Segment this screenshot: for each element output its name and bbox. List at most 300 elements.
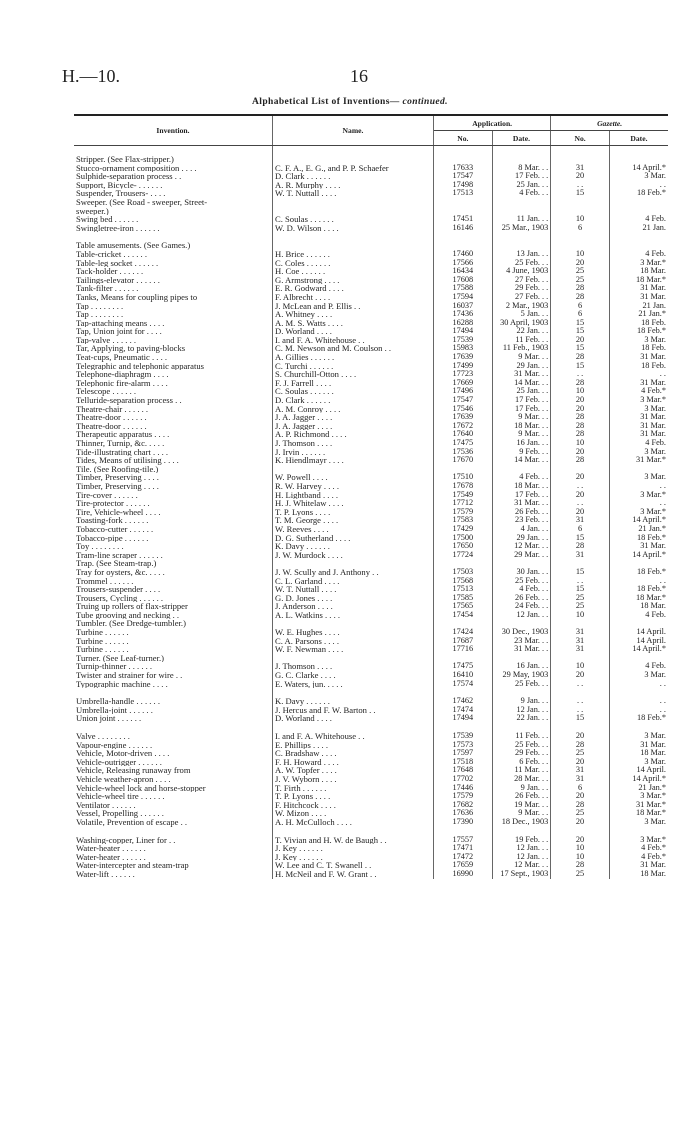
application-date-cell: 17 Feb. . .: [492, 491, 551, 500]
application-date-cell: 4 Jan. . .: [492, 525, 551, 534]
gazette-number-cell: 10: [551, 844, 610, 853]
table-row: [74, 801, 668, 810]
gazette-date-cell: 3 Mar.: [644, 473, 666, 482]
table-row: [74, 534, 668, 543]
invention-cell: sweeper.): [76, 206, 109, 216]
name-cell: H. Coe . . . . . .: [273, 267, 434, 276]
gazette-date-cell: . .: [659, 705, 666, 714]
gazette-date-cell: 31 Mar.: [640, 378, 666, 387]
name-cell: W. E. Hughes . . . .: [273, 628, 434, 637]
gazette-number-cell: 20: [551, 732, 610, 741]
name-cell: [273, 654, 434, 663]
application-date-cell: 31 Mar. . .: [492, 499, 551, 508]
table-row: [74, 637, 668, 646]
invention-cell: Trap. (See Steam-trap.): [76, 559, 157, 568]
gazette-number-cell: 28: [551, 353, 610, 362]
name-cell: [273, 155, 434, 164]
gazette-date-cell: . .: [659, 679, 666, 688]
application-number-cell: 17565: [434, 602, 493, 611]
gazette-date-cell: 18 Feb.*: [636, 189, 666, 198]
invention-cell: Tram-line scraper . . . . . .: [76, 550, 163, 560]
gazette-number-cell: 20: [551, 172, 610, 181]
table-row: [74, 327, 668, 336]
gazette-number-cell: [551, 198, 610, 207]
application-number-cell: 17539: [434, 336, 493, 345]
name-cell: G. Armstrong . . . .: [273, 276, 434, 285]
application-date-cell: 4 Feb. . .: [492, 189, 551, 198]
gazette-date-cell: [609, 198, 668, 207]
gazette-date-cell: 14 April.*: [632, 774, 666, 783]
name-cell: J. W. Murdock . . . .: [273, 551, 434, 560]
application-date-cell: 9 Mar. . .: [492, 809, 551, 818]
invention-cell: Theatre-chair . . . . . .: [76, 404, 149, 414]
gazette-number-cell: 15: [551, 714, 610, 723]
application-number-cell: 17436: [434, 310, 493, 319]
gazette-number-cell: 25: [551, 602, 610, 611]
name-cell: A. M. Conroy . . . .: [273, 405, 434, 414]
gazette-number-cell: 28: [551, 293, 610, 302]
gazette-date-cell: 3 Mar.: [644, 447, 666, 456]
name-cell: T. P. Lyons . . . .: [273, 508, 434, 517]
invention-cell: Vehicle-wheel lock and horse-stopper: [76, 783, 206, 793]
application-date-cell: 17 Feb. . .: [492, 396, 551, 405]
invention-cell: Vehicle, Releasing runaway from: [76, 766, 191, 775]
name-cell: R. W. Harvey . . . .: [273, 482, 434, 491]
application-date-cell: [492, 559, 551, 568]
gap-cell: [609, 232, 668, 241]
gazette-number-cell: [551, 155, 610, 164]
gazette-date-cell: 14 April.: [636, 628, 666, 637]
table-row: [74, 671, 668, 680]
invention-cell: Tire-cover . . . . . .: [76, 490, 138, 500]
col-app-date: Date.: [492, 131, 551, 146]
gazette-date-cell: 3 Mar.: [644, 335, 666, 344]
table-row: [74, 706, 668, 715]
gazette-date-cell: 18 Feb.*: [636, 714, 666, 723]
name-cell: [273, 559, 434, 568]
gazette-number-cell: 6: [551, 784, 610, 793]
gazette-number-cell: [551, 619, 610, 628]
gap-cell: [551, 827, 610, 836]
application-date-cell: 9 Mar. . .: [492, 353, 551, 362]
table-row: [74, 172, 668, 181]
application-date-cell: 18 Mar. . .: [492, 422, 551, 431]
gazette-number-cell: 31: [551, 637, 610, 646]
table-row: [74, 207, 668, 216]
gazette-number-cell: 6: [551, 302, 610, 311]
table-row: [74, 714, 668, 723]
gazette-date-cell: 31 Mar.: [640, 740, 666, 749]
gazette-number-cell: 6: [551, 525, 610, 534]
application-date-cell: 11 Feb., 1903: [492, 344, 551, 353]
gazette-number-cell: 31: [551, 766, 610, 775]
invention-cell: Support, Bicycle- . . . . . .: [76, 180, 163, 190]
application-date-cell: [492, 619, 551, 628]
invention-cell: Turbine . . . . . .: [76, 636, 129, 646]
gazette-number-cell: 10: [551, 439, 610, 448]
application-date-cell: 29 Mar. . .: [492, 551, 551, 560]
table-row: [74, 422, 668, 431]
gap-cell: [434, 146, 493, 156]
gap-cell: [273, 723, 434, 732]
gazette-number-cell: 28: [551, 456, 610, 465]
table-row: [74, 836, 668, 845]
gazette-number-cell: 20: [551, 758, 610, 767]
table-row: [74, 439, 668, 448]
table-row: [74, 250, 668, 259]
table-row: [74, 551, 668, 560]
gap-cell: [74, 827, 273, 836]
gazette-number-cell: 15: [551, 534, 610, 543]
col-app-no: No.: [434, 131, 493, 146]
gazette-number-cell: 31: [551, 516, 610, 525]
application-number-cell: 17579: [434, 792, 493, 801]
gazette-date-cell: . .: [659, 180, 666, 189]
application-number-cell: 17498: [434, 181, 493, 190]
invention-cell: Vapour-engine . . . . . .: [76, 740, 153, 750]
table-row: [74, 654, 668, 663]
gazette-number-cell: 28: [551, 861, 610, 870]
application-number-cell: 17547: [434, 172, 493, 181]
table-row: [74, 344, 668, 353]
name-cell: T. P. Lyons . . . .: [273, 792, 434, 801]
name-cell: J. Anderson . . . .: [273, 602, 434, 611]
table-row: [74, 387, 668, 396]
name-cell: E. Waters, jun. . . . .: [273, 680, 434, 689]
gazette-number-cell: 25: [551, 594, 610, 603]
application-date-cell: 27 Feb. . .: [492, 293, 551, 302]
gazette-date-cell: 31 Mar.: [640, 292, 666, 301]
invention-cell: Tobacco-cutter . . . . . .: [76, 524, 154, 534]
gap-cell: [273, 232, 434, 241]
table-row: [74, 405, 668, 414]
name-cell: C. Coles . . . . . .: [273, 259, 434, 268]
gazette-number-cell: . .: [551, 370, 610, 379]
invention-cell: Tanks, Means for coupling pipes to: [76, 292, 198, 302]
gazette-date-cell: 31 Mar.: [640, 284, 666, 293]
application-date-cell: 30 Jan. . .: [492, 568, 551, 577]
gazette-number-cell: 25: [551, 870, 610, 879]
table-row: [74, 499, 668, 508]
gazette-date-cell: 18 Mar.: [640, 267, 666, 276]
name-cell: F. H. Howard . . . .: [273, 758, 434, 767]
gazette-number-cell: 25: [551, 749, 610, 758]
application-number-cell: 17424: [434, 628, 493, 637]
table-row: [74, 870, 668, 879]
section-gap: [74, 146, 668, 156]
table-row: [74, 732, 668, 741]
application-number-cell: 17639: [434, 353, 493, 362]
application-number-cell: 17547: [434, 396, 493, 405]
gazette-date-cell: 4 Feb.: [645, 215, 666, 224]
gazette-date-cell: 3 Mar.: [644, 757, 666, 766]
name-cell: W. T. Nuttall . . . .: [273, 585, 434, 594]
invention-cell: Typographic machine . . . .: [76, 679, 168, 689]
application-date-cell: 4 Feb. . .: [492, 585, 551, 594]
invention-cell: Tank-filter . . . . . .: [76, 284, 139, 293]
application-number-cell: 17723: [434, 370, 493, 379]
application-date-cell: 11 Feb. . .: [492, 336, 551, 345]
application-number-cell: 17451: [434, 215, 493, 224]
application-date-cell: 16 Jan. . .: [492, 439, 551, 448]
invention-cell: Sulphide-separation process . .: [76, 172, 182, 181]
gap-cell: [273, 688, 434, 697]
name-cell: [273, 619, 434, 628]
name-cell: K. Davy . . . . . .: [273, 542, 434, 551]
col-gazette-label: Gazette.: [597, 118, 623, 128]
gazette-number-cell: 28: [551, 801, 610, 810]
table-row: [74, 585, 668, 594]
table-row: [74, 448, 668, 457]
application-number-cell: 17494: [434, 327, 493, 336]
name-cell: [273, 207, 434, 216]
invention-cell: Theatre-door . . . . . .: [76, 421, 147, 431]
gazette-date-cell: . .: [659, 481, 666, 490]
application-number-cell: 17639: [434, 413, 493, 422]
invention-cell: Tube grooving and necking . .: [76, 610, 180, 620]
name-cell: W. Mizon . . . .: [273, 809, 434, 818]
name-cell: W. Lee and C. T. Swanell . .: [273, 861, 434, 870]
application-number-cell: 17583: [434, 516, 493, 525]
gazette-number-cell: 28: [551, 430, 610, 439]
table-row: [74, 379, 668, 388]
application-date-cell: 17 Feb. . .: [492, 172, 551, 181]
name-cell: J. Irvin . . . . . .: [273, 448, 434, 457]
name-cell: C. Turchi . . . . . .: [273, 362, 434, 371]
invention-cell: Stripper. (See Flax-stripper.): [76, 155, 174, 164]
invention-cell: Ventilator . . . . . .: [76, 800, 136, 810]
name-cell: T. M. George . . . .: [273, 516, 434, 525]
application-number-cell: 17503: [434, 568, 493, 577]
application-date-cell: 25 Feb. . .: [492, 680, 551, 689]
gazette-number-cell: 6: [551, 310, 610, 319]
gazette-number-cell: 28: [551, 422, 610, 431]
gazette-date-cell: 21 Jan.: [642, 223, 666, 232]
caption-main: Alphabetical List of Inventions—: [252, 97, 400, 107]
application-number-cell: 17678: [434, 482, 493, 491]
application-date-cell: 23 Feb. . .: [492, 516, 551, 525]
gazette-date-cell: 3 Mar.*: [640, 396, 666, 405]
invention-cell: Tap . . . . . . . .: [76, 310, 124, 319]
name-cell: H. J. Whitelaw . . . .: [273, 499, 434, 508]
gazette-date-cell: 18 Mar.: [640, 869, 666, 878]
invention-cell: Tap-valve . . . . . .: [76, 335, 137, 345]
gazette-date-cell: 31 Mar.: [640, 353, 666, 362]
name-cell: D. Worland . . . .: [273, 327, 434, 336]
name-cell: F. Hitchcock . . . .: [273, 801, 434, 810]
table-row: [74, 818, 668, 827]
invention-cell: Table-leg socket . . . . . .: [76, 258, 159, 268]
name-cell: C. Soulas . . . . . .: [273, 215, 434, 224]
application-date-cell: 28 Mar. . .: [492, 775, 551, 784]
invention-cell: Table amusements. (See Games.): [76, 241, 191, 250]
application-number-cell: 17475: [434, 662, 493, 671]
table-row: [74, 766, 668, 775]
application-date-cell: 25 Mar., 1903: [492, 224, 551, 233]
invention-cell: Toy . . . . . . . .: [76, 542, 124, 551]
gazette-date-cell: [609, 465, 668, 474]
gazette-date-cell: 14 April.: [636, 636, 666, 645]
col-name: Name.: [273, 115, 434, 146]
table-row: [74, 697, 668, 706]
application-date-cell: 31 Mar. . .: [492, 645, 551, 654]
gazette-date-cell: 3 Mar.: [644, 671, 666, 680]
invention-cell: Turbine . . . . . .: [76, 628, 129, 637]
name-cell: H. Brice . . . . . .: [273, 250, 434, 259]
application-date-cell: 6 Feb. . .: [492, 758, 551, 767]
application-date-cell: 29 Jan. . .: [492, 534, 551, 543]
name-cell: A. W. Topfer . . . .: [273, 766, 434, 775]
gap-cell: [609, 146, 668, 156]
section-gap: [74, 827, 668, 836]
application-number-cell: 17672: [434, 422, 493, 431]
gap-cell: [74, 146, 273, 156]
col-gazette: [551, 115, 668, 131]
table-row: [74, 568, 668, 577]
gazette-number-cell: 20: [551, 259, 610, 268]
invention-cell: Union joint . . . . . .: [76, 714, 142, 723]
name-cell: I. and F. A. Whitehouse . .: [273, 336, 434, 345]
table-row: [74, 619, 668, 628]
name-cell: W. D. Wilson . . . .: [273, 224, 434, 233]
application-number-cell: 17724: [434, 551, 493, 560]
application-number-cell: 17574: [434, 680, 493, 689]
gazette-number-cell: 25: [551, 809, 610, 818]
name-cell: J. Thomson . . . .: [273, 439, 434, 448]
application-date-cell: 14 Mar. . .: [492, 456, 551, 465]
table-row: [74, 602, 668, 611]
application-number-cell: 16990: [434, 870, 493, 879]
gazette-date-cell: 18 Feb.*: [636, 585, 666, 594]
gazette-date-cell: 4 Feb.*: [641, 387, 666, 396]
name-cell: T. Firth . . . . . .: [273, 784, 434, 793]
invention-cell: Vehicle-outrigger . . . . . .: [76, 757, 162, 767]
application-date-cell: 19 Mar. . .: [492, 801, 551, 810]
application-number-cell: 17712: [434, 499, 493, 508]
invention-cell: Trousers, Cycling . . . . . .: [76, 593, 164, 603]
invention-cell: Water-heater . . . . . .: [76, 852, 146, 862]
table-row: [74, 293, 668, 302]
table-row: [74, 181, 668, 190]
application-number-cell: 17687: [434, 637, 493, 646]
invention-cell: Tap, Union joint for . . . .: [76, 327, 162, 336]
invention-cell: Trommel . . . . . .: [76, 576, 134, 586]
gazette-date-cell: 18 Feb.*: [636, 567, 666, 576]
gap-cell: [74, 688, 273, 697]
application-date-cell: 17 Feb. . .: [492, 405, 551, 414]
name-cell: D. Worland . . . .: [273, 714, 434, 723]
gazette-date-cell: 21 Jan.*: [638, 783, 666, 792]
application-number-cell: 15983: [434, 344, 493, 353]
invention-cell: Tire, Vehicle-wheel . . . .: [76, 507, 161, 517]
invention-cell: Tire-protector . . . . . .: [76, 499, 150, 508]
gazette-date-cell: 18 Feb.*: [636, 327, 666, 336]
invention-cell: Turner. (See Leaf-turner.): [76, 653, 164, 663]
application-number-cell: 17499: [434, 362, 493, 371]
gazette-number-cell: 15: [551, 189, 610, 198]
invention-cell: Sweeper. (See Road - sweeper, Street-: [76, 197, 208, 207]
gazette-number-cell: 10: [551, 250, 610, 259]
gazette-date-cell: 31 Mar.: [640, 413, 666, 422]
invention-cell: Tap . . . . . . . .: [76, 301, 124, 311]
gazette-date-cell: 14 April.*: [632, 645, 666, 654]
gazette-number-cell: [551, 207, 610, 216]
name-cell: F. Albrecht . . . .: [273, 293, 434, 302]
table-row: [74, 370, 668, 379]
application-number-cell: 17608: [434, 276, 493, 285]
gazette-number-cell: 15: [551, 362, 610, 371]
application-number-cell: 17702: [434, 775, 493, 784]
gazette-number-cell: 31: [551, 775, 610, 784]
table-row: [74, 336, 668, 345]
gap-cell: [492, 232, 551, 241]
table-row: [74, 525, 668, 534]
gazette-date-cell: 18 Mar.*: [636, 593, 666, 602]
application-date-cell: 12 Mar. . .: [492, 542, 551, 551]
gazette-date-cell: 18 Mar.*: [636, 809, 666, 818]
application-number-cell: [434, 465, 493, 474]
gap-cell: [609, 688, 668, 697]
table-row: [74, 645, 668, 654]
application-number-cell: 17390: [434, 818, 493, 827]
table-row: [74, 680, 668, 689]
name-cell: A. R. Murphy . . . .: [273, 181, 434, 190]
application-number-cell: 17716: [434, 645, 493, 654]
name-cell: A. Gillies . . . . . .: [273, 353, 434, 362]
gazette-number-cell: 20: [551, 818, 610, 827]
name-cell: F. J. Farrell . . . .: [273, 379, 434, 388]
application-date-cell: 26 Feb. . .: [492, 792, 551, 801]
table-row: [74, 559, 668, 568]
gazette-number-cell: 20: [551, 448, 610, 457]
gazette-number-cell: 10: [551, 215, 610, 224]
gazette-number-cell: . .: [551, 181, 610, 190]
gazette-number-cell: . .: [551, 680, 610, 689]
gazette-date-cell: 3 Mar.: [644, 404, 666, 413]
invention-cell: Volatile, Prevention of escape . .: [76, 817, 188, 827]
gazette-date-cell: 4 Feb.: [645, 249, 666, 258]
application-date-cell: [492, 155, 551, 164]
table-row: [74, 853, 668, 862]
application-number-cell: 17579: [434, 508, 493, 517]
name-cell: A. L. Watkins . . . .: [273, 611, 434, 620]
table-row: [74, 611, 668, 620]
application-date-cell: [492, 465, 551, 474]
gazette-number-cell: 20: [551, 396, 610, 405]
application-number-cell: 17539: [434, 732, 493, 741]
gazette-date-cell: 14 April.: [636, 766, 666, 775]
application-date-cell: 24 Feb. . .: [492, 602, 551, 611]
application-number-cell: 17682: [434, 801, 493, 810]
gazette-number-cell: 28: [551, 284, 610, 293]
gazette-date-cell: 4 Feb.*: [641, 844, 666, 853]
gazette-number-cell: . .: [551, 706, 610, 715]
application-date-cell: 25 Jan. . .: [492, 387, 551, 396]
invention-cell: Telegraphic and telephonic apparatus: [76, 361, 205, 371]
name-cell: K. Hiendlmayr . . . .: [273, 456, 434, 465]
table-row: [74, 241, 668, 250]
application-date-cell: 26 Feb. . .: [492, 508, 551, 517]
application-date-cell: 30 April, 1903: [492, 319, 551, 328]
gazette-date-cell: 21 Jan.*: [638, 524, 666, 533]
table-row: [74, 809, 668, 818]
application-number-cell: 17472: [434, 853, 493, 862]
invention-cell: Valve . . . . . . . .: [76, 732, 130, 741]
gazette-number-cell: 15: [551, 568, 610, 577]
gazette-number-cell: 20: [551, 836, 610, 845]
application-date-cell: 9 Mar. . .: [492, 430, 551, 439]
name-cell: D. Clark . . . . . .: [273, 172, 434, 181]
